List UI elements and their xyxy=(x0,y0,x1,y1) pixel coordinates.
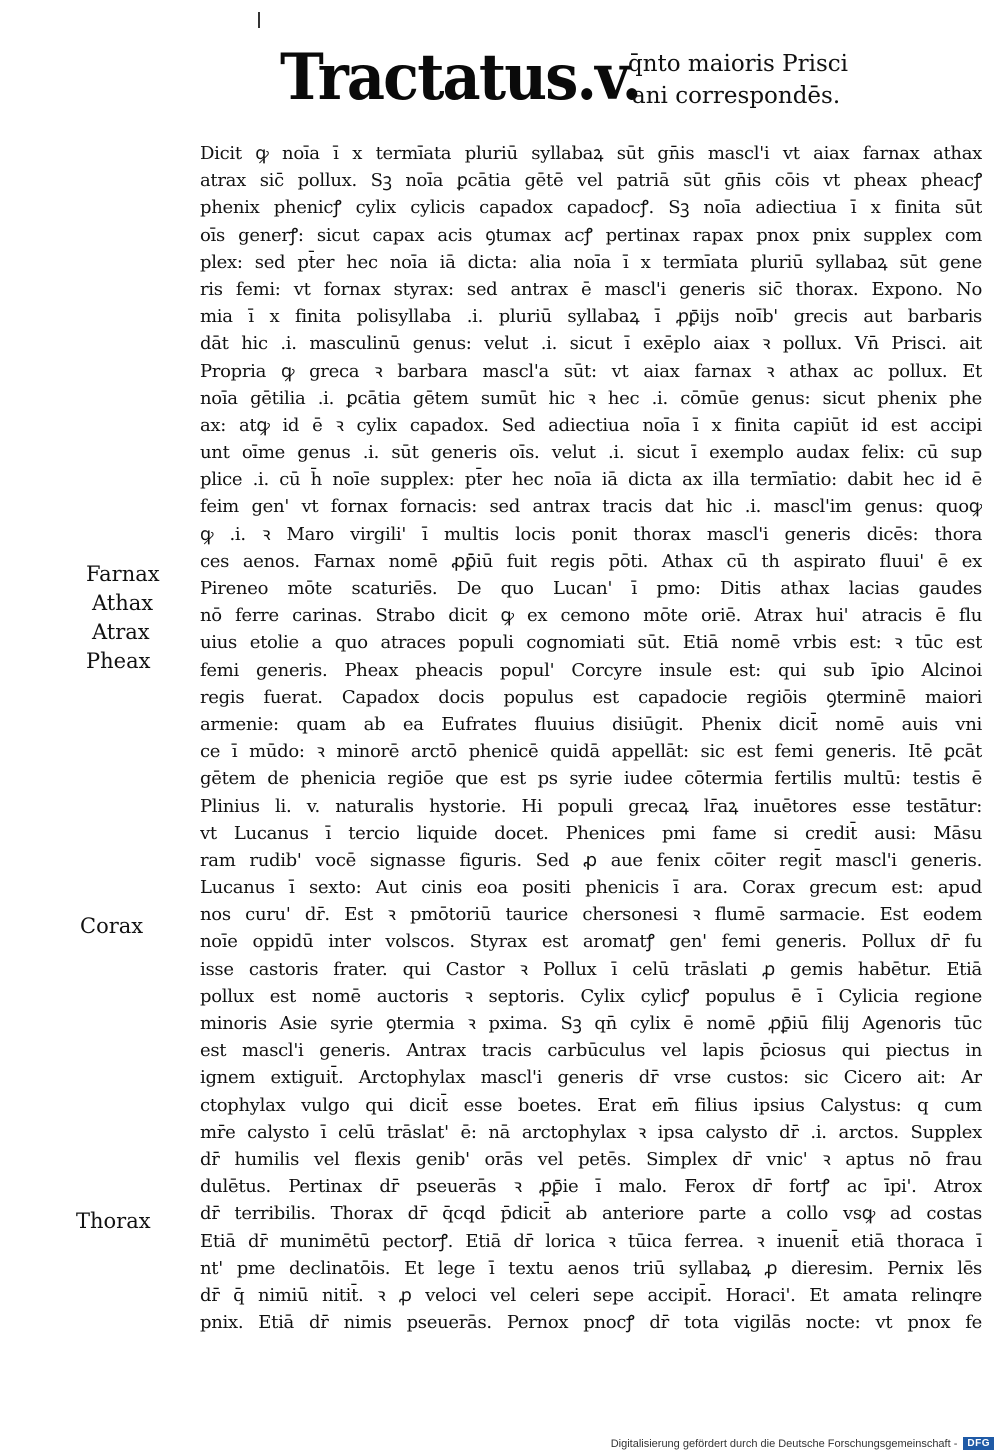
header-subtitle-line-2: ani correspondēs. xyxy=(632,83,841,109)
text-line: noīa gētilia .i. ꝑcātia gētem sumūt hic ꝛ hec .i. cōmūe genus: sicut phenix phe xyxy=(200,387,982,409)
text-line: nō ferre carinas. Strabo dicit ꝙ ex cemono mōte oriē. Atrax hui' atracis ē flu xyxy=(200,605,982,627)
margin-note-atrax: Atrax xyxy=(92,620,150,644)
text-line: Propria ꝙ greca ꝛ barbara mascl'a sūt: vt aiax farnax ꝛ athax ac pollux. Et xyxy=(200,360,982,382)
header-subtitle xyxy=(628,48,848,112)
text-line: regis fuerat. Capadox docis populus est capadocie regiōis ꝯterminē maiori xyxy=(200,686,982,708)
ink-mark xyxy=(258,12,260,28)
text-line: ctophylax vulgo qui dicit̄ esse boetes. Erat em̄ filius ipsius Calystus: q cum xyxy=(200,1094,982,1116)
margin-note-pheax: Pheax xyxy=(86,649,151,673)
text-line: ram rudib' vocē signasse figuris. Sed ꝓ aue fenix cōiter regit̄ mascl'i generis. xyxy=(200,849,982,871)
text-line: plex: sed pt̄er hec noīa iā dicta: alia noīa ī x termīata pluriū syllabaꝝ sūt gene xyxy=(200,251,982,273)
header-subtitle-line-1: q̄nto maioris Prisci xyxy=(628,51,848,77)
text-line: ꝙ .i. ꝛ Maro virgili' ī multis locis ponit thorax mascl'i generis dicēs: thora xyxy=(200,523,982,545)
text-line: mia ī x finita polisyllaba .i. pluriū syllabaꝝ ī ꝓꝑ̄ijs noīb' grecis aut barbaris xyxy=(200,306,982,328)
margin-note-corax: Corax xyxy=(80,914,144,938)
margin-note-farnax: Farnax xyxy=(86,562,160,586)
text-line: phenix phenicꝭ cylix cylicis capadox capadocꝭ. Sꝫ noīa adiectiua ī x finita sūt xyxy=(200,197,982,219)
page-header xyxy=(280,38,970,128)
text-line: minoris Asie syrie ꝯtermia ꝛ pxima. Sꝫ qn̄ cylix ē nomē ꝓꝑ̄iū filij Agenoris tūc xyxy=(200,1013,982,1034)
text-line: pnix. Etiā dr̄ nimis pseuerās. Pernox pnocꝭ dr̄ tota vigilās nocte: vt pnox fe xyxy=(200,1312,982,1334)
text-line: mr̄e calysto ī celū trāslat' ē: nā arctophylax ꝛ ipsa calysto dr̄ .i. arctos. Supplex xyxy=(200,1121,982,1143)
text-line: ces aenos. Farnax nomē ꝓꝑ̄iū fuit regis pōti. Athax cū th aspirato fluui' ē ex xyxy=(200,550,982,572)
margin-notes xyxy=(0,0,190,1454)
text-line: uius etolie a quo atraces populi cognomiati sūt. Etiā nomē vrbis est: ꝛ tūc est xyxy=(200,632,982,654)
text-line: ce ī mūdo: ꝛ minorē arctō phenicē quidā appellāt: sic est femi generis. Itē ꝑcāt xyxy=(200,741,982,763)
text-line: armenie: quam ab ea Eufrates fluuius disiūgit. Phenix dicit̄ nomē auis vni xyxy=(200,713,982,735)
text-line: dulētus. Pertinax dr̄ pseuerās ꝛ ꝓꝑ̄ie ī malo. Ferox dr̄ fortꝭ ac īpi'. Atrox xyxy=(200,1176,982,1198)
text-line: ignem extiguit̄. Arctophylax mascl'i generis dr̄ vrse custos: sic Cicero ait: Ar xyxy=(200,1067,982,1089)
text-line: nt' pme declinatōis. Et lege ī textu aenos triū syllabaꝝ ꝓ dieresim. Pernix lēs xyxy=(200,1257,982,1279)
text-line: unt oīme genus .i. sūt generis oīs. velut .i. sicut ī exemplo audax felix: cū sup xyxy=(200,442,982,464)
text-line: feim gen' vt fornax fornacis: sed antrax tracis dat hic .i. mascl'im genus: quoꝙ xyxy=(200,496,982,518)
text-line: dr̄ terribilis. Thorax dr̄ q̄cqd p̄dicit̄ ab anteriore parte a collo vsꝙ ad costas xyxy=(200,1203,982,1225)
margin-note-athax: Athax xyxy=(92,591,154,615)
main-text-block xyxy=(200,140,982,1336)
text-line: oīs generꝭ: sicut capax acis ꝯtumax acꝭ pertinax rapax pnox pnix supplex com xyxy=(200,224,982,246)
text-line: dr̄ humilis vel flexis genib' orās vel petēs. Simplex dr̄ vnic' ꝛ aptus nō frau xyxy=(200,1148,982,1170)
text-line: ax: atꝙ id ē ꝛ cylix capadox. Sed adiectiua noīa ī x finita capiūt id est accipi xyxy=(200,414,982,436)
dfg-logo: DFG xyxy=(963,1437,994,1450)
text-line: plice .i. cū h̄ noīe supplex: pt̄er hec noīa iā dicta ax illa termīatio: dabit hec id ē xyxy=(200,469,982,491)
text-line: Lucanus ī sexto: Aut cinis eoa positi phenicis ī ara. Corax grecum est: apud xyxy=(200,877,982,899)
text-line: Etiā dr̄ munimētū pectorꝭ. Etiā dr̄ lorica ꝛ tūica ferrea. ꝛ inuenit̄ etiā thoraca ī xyxy=(200,1230,982,1252)
text-line: gētem de phenicia regiōe que est ps syrie iudee cōtermia fertilis multū: testis ē xyxy=(200,768,982,790)
footer-credit: Digitalisierung gefördert durch die Deutsche Forschungsgemeinschaft - xyxy=(610,1437,958,1450)
text-line: atrax sic̄ pollux. Sꝫ noīa ꝑcātia gētē vel patriā sūt gn̄is cōis vt pheax pheacꝭ xyxy=(200,170,982,192)
margin-note-thorax: Thorax xyxy=(76,1209,151,1233)
text-line: ris femi: vt fornax styrax: sed antrax ē mascl'i generis sic̄ thorax. Expono. No xyxy=(200,278,982,300)
text-line: pollux est nomē auctoris ꝛ septoris. Cylix cylicꝭ populus ē ī Cylicia regione xyxy=(200,985,982,1007)
text-line: nos curu' dr̄. Est ꝛ pmōtoriū taurice chersonesi ꝛ flumē sarmacie. Est eodem xyxy=(200,904,982,926)
text-line: noīe oppidū inter volscos. Styrax est aromatꝭ gen' femi generis. Pollux dr̄ fu xyxy=(200,931,982,953)
text-line: dr̄ q̄ nimiū nitit̄. ꝛ ꝓ veloci vel celeri sepe accipit̄. Horaci'. Et amata relinqre xyxy=(200,1284,982,1306)
text-line: Dicit ꝙ noīa ī x termīata pluriū syllabaꝝ sūt gn̄is mascl'i vt aiax farnax athax xyxy=(200,143,982,164)
text-line: vt Lucanus ī tercio liquide docet. Phenices pmi fame si credit̄ ausi: Māsu xyxy=(200,822,982,844)
page-title: Tractatus.v. xyxy=(280,40,641,115)
digitization-footer xyxy=(611,1437,994,1450)
text-line: Pireneo mōte scaturiēs. De quo Lucan' ī pmo: Ditis athax lacias gaudes xyxy=(200,578,982,599)
text-line: femi generis. Pheax pheacis popul' Corcyre insule est: qui sub īꝑio Alcinoi xyxy=(200,659,982,681)
text-line: isse castoris frater. qui Castor ꝛ Pollux ī celū trāslati ꝓ gemis habētur. Etiā xyxy=(200,958,982,980)
text-line: Plinius li. v. naturalis hystorie. Hi populi grecaꝝ lr̄aꝝ inuētores esse testātur: xyxy=(200,795,982,817)
text-line: dāt hic .i. masculinū genus: velut .i. sicut ī exēplo aiax ꝛ pollux. Vn̄ Prisci. ait xyxy=(200,333,982,355)
text-line: est mascl'i generis. Antrax tracis carbūculus vel lapis p̄ciosus qui piectus in xyxy=(200,1040,982,1062)
